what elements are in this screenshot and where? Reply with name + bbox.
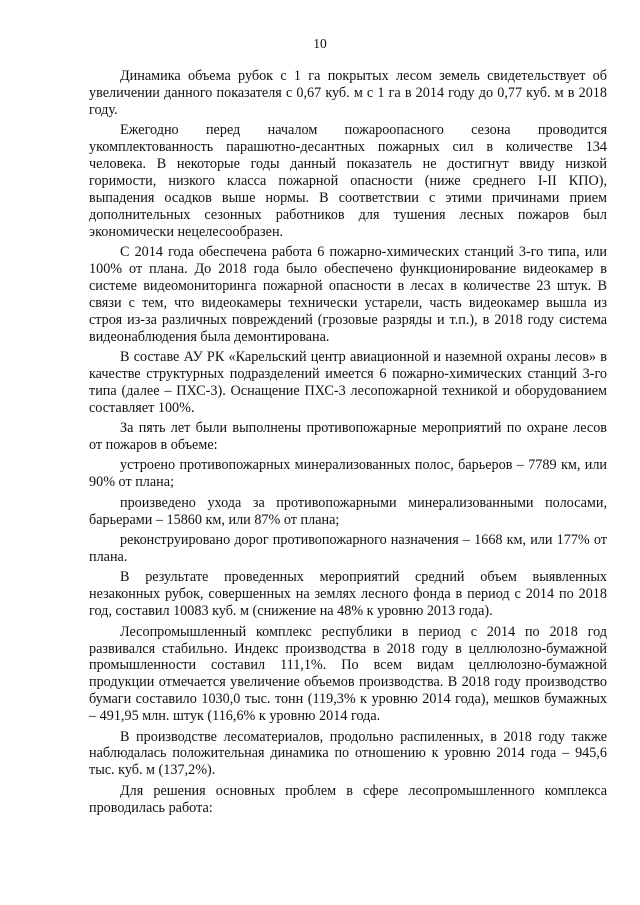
document-body (89, 68, 607, 820)
list-item-strip-maintenance: произведено ухода за противопожарными минерализованными полосами, барьерами – 15860 км, или 87% от плана; (89, 494, 607, 528)
paragraph-solutions-intro: Для решения основных проблем в сфере лесопромышленного комплекса проводилась работа: (89, 782, 607, 816)
paragraph-sawn-timber: В производстве лесоматериалов, продольно распиленных, в 2018 году также наблюдалась положительная динамика по отношению к уровню 2014 года – 945,6 тыс. куб. м (137,2%). (89, 728, 607, 779)
paragraph-illegal-logging: В результате проведенных мероприятий средний объем выявленных незаконных рубок, совершенных на землях лесного фонда в период с 2014 по 2018 год, составил 10083 куб. м (снижение на 48% к уровню 2013 года). (89, 569, 607, 620)
paragraph-fire-stations: С 2014 года обеспечена работа 6 пожарно-химических станций 3-го типа, или 100% от плана. До 2018 года было обеспечено функционирование видеокамер в системе видеомониторинга пожарной опасности в лесах в количестве 23 штук. В связи с тем, что видеокамеры технически устарели, часть видеокамер вышла из строя из-за различных повреждений (грозовые разряды и т.п.), в 2018 году система видеонаблюдения была демонтирована. (89, 244, 607, 345)
paragraph-karelian-center: В составе АУ РК «Карельский центр авиационной и наземной охраны лесов» в качестве структурных подразделений имеется 6 пожарно-химических станций 3-го типа (далее – ПХС-3). Оснащение ПХС-3 лесопожарной техникой и оборудованием составляет 100%. (89, 349, 607, 416)
paragraph-fire-forces: Ежегодно перед началом пожароопасного сезона проводится укомплектованность парашютно-десантных пожарных сил в количестве 134 человека. В некоторые годы данный показатель не достигнут ввиду низкой горимости, низкого класса пожарной опасности (ниже среднего I-II КПО), выпадения осадков выше нормы. В соответствии с этими причинами прием дополнительных сезонных работников для тушения лесных пожаров был экономически нецелесообразен. (89, 122, 607, 240)
list-item-mineralized-strips: устроено противопожарных минерализованных полос, барьеров – 7789 км, или 90% от плана; (89, 457, 607, 491)
paragraph-timber-industry: Лесопромышленный комплекс республики в период с 2014 по 2018 год развивался стабильно. Индекс производства в 2018 году в целлюлозно-бумажной промышленности составил 111,1%. По всем видам целлюлозно-бумажной продукции отмечается увеличение объемов производства. В 2018 году производство бумаги составило 1030,0 тыс. тонн (119,3% к уровню 2014 года), мешков бумажных – 491,95 млн. штук (116,6% к уровню 2014 года. (89, 623, 607, 725)
paragraph-cutting-volume: Динамика объема рубок с 1 га покрытых лесом земель свидетельствует об увеличении данного показателя с 0,67 куб. м с 1 га в 2014 году до 0,77 куб. м в 2018 году. (89, 68, 607, 118)
paragraph-fire-measures-intro: За пять лет были выполнены противопожарные мероприятий по охране лесов от пожаров в объеме: (89, 420, 607, 454)
page-number: 10 (313, 36, 327, 51)
list-item-road-reconstruction: реконструировано дорог противопожарного назначения – 1668 км, или 177% от плана. (89, 532, 607, 565)
